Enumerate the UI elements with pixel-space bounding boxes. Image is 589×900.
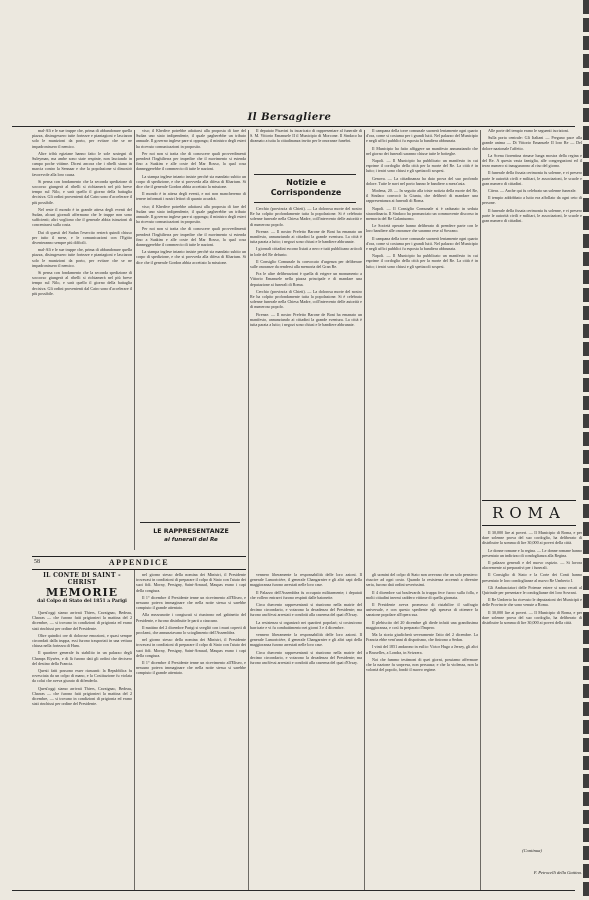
paragraph: La Scena fiorentina rimase lunga mostra della regina e del Re. A questa vasta famiglia, alle congregazioni ed il terzo numero si inaugurarono al riso del giorno. xyxy=(482,152,582,169)
paragraph: Per noi non si tratta che di conoscere quali provvedimenti prenderà l'Inghilterra per impedire che il movimento si estenda fino a Suakim e alle coste del Mar Rosso, la qual cosa danneggerebbe il commercio di tutte le nazioni. xyxy=(136,150,246,172)
paragraph: viso; il Khedive potrebbe adattarsi alla proposta di fare del Sudan uno stato indipendente, il quale pagherebbe un tributo annuale. Il governo inglese pare si opponga; il ministro degli esteri ha ricevuto comunicazioni in proposito. xyxy=(136,203,246,225)
paragraph: Il 4 dicembre sui boulevards la truppa fece fuoco sulla folla, e molti cittadini inermi caddero vittime di quella giornata. xyxy=(366,589,478,600)
masthead-rule xyxy=(12,126,575,127)
feuilleton-title-line2: MEMORIE xyxy=(46,586,118,599)
paragraph: Circa duecento rappresentanti si riunirono nella mairie del decimo circondario, e votarono la decadenza del Presidente; ma furono anch'essi arrestati e condotti alla caserma del quai d'Orsay. xyxy=(250,649,362,666)
rappresentanze-title: LE RAPPRESENTANZE xyxy=(153,528,229,535)
paragraph: Nel reste il mondo è in grande attesa degli eventi del Sudan, alcuni giornali affermano che le truppe non sono sufficienti; altri vogliono che il generale abbia istruzioni di concentrarsi sulla costa. xyxy=(32,206,132,228)
paragraph: La stampa inglese intanto insiste perchè sia mandato subito un corpo di spedizione, e che si provveda alla difesa di Khartum. Si dice che il generale Gordon abbia accettato la missione. xyxy=(136,249,246,265)
paragraph: Quest'oggi siamo arrivati Thiers, Cavaignac, Bedeau, Charras — che furono fatti prigionieri la mattina del 2 dicembre, — si trovano in condizioni di prigionia ed erano stati rinchiusi per ordine del Presidente. xyxy=(32,685,132,707)
paragraph: Il 1° dicembre il Presidente tenne un ricevimento all'Eliseo, e nessuno poteva immaginare che nella notte stessa si sarebbe compiuto il grande attentato. xyxy=(136,660,246,676)
paragraph: Sulla porta centrale: Gli Italiani — Pregano pace alla grande anima — Di Vittorio Emanuele II loro Re — Del dolore nazionale l'affetto. xyxy=(482,135,582,151)
paragraph: mal-Alì e le sue truppe che, prima di abbandonare quella piazza, distrugessero tutte fortezze e piantagioni e lasciaron solo le munizioni da porto, per evitare che se ne impadronissero il nemico. xyxy=(32,247,132,268)
paragraph: Il mondo è in attesa degli eventi, e noi non mancheremo di tenere informati i nostri lettori di quanto accadrà. xyxy=(136,191,246,202)
paragraph: Il palazzo generali e del nuovo ospizio. — Si lavora alacremente ai preparativi per i funerali. xyxy=(482,560,582,571)
paragraph: Noi che fummo testimoni di quei giorni, possiamo affermare che la nazione fu sorpresa, non persuasa; e che la violenza, non la volontà del popolo, fondò il nuovo regime. xyxy=(366,656,478,673)
paragraph: Il Presidente aveva promesso di ristabilire il suffragio universale, e con questo spediente egli sperava di ottenere la sanzione popolare all'opera sua. xyxy=(366,602,478,618)
paragraph: nel giorno stesso della nomina dei Ministri, il Presidente trovavasi in condizioni di preparare il colpo di Stato con l'aiuto dei suoi fidi. Morny, Persigny, Saint-Arnaud, Maupas erano i capi della congiura. xyxy=(136,572,246,593)
feuilleton-column-1 xyxy=(32,610,132,888)
roma-heading: ROMA xyxy=(482,500,576,526)
feuilleton-title-line1: IL CONTE DI SAINT - CHRIST xyxy=(43,572,121,586)
appendice-bar xyxy=(32,556,246,570)
article-column-5 xyxy=(482,128,582,494)
paragraph: Il Consiglio Comunale fu convocato d'urgenza per deliberare sulle onoranze da rendersi alla memoria del Gran Re. xyxy=(250,258,362,270)
column-divider xyxy=(248,130,249,890)
paragraph: Il 30,000 lire ai poveri. — Il Municipio di Roma, e per dare solenne prova del suo cordoglio, ha deliberato di distribuire la somma di lire 30,000 ai poveri della città. xyxy=(482,609,582,626)
masthead-title: Il Bersagliere xyxy=(247,112,332,123)
paragraph: Il Palazzo dell'Assemblea fu occupato militarmente; i deputati che vollero entrarvi furono respinti dalle baionette. xyxy=(250,589,362,600)
paragraph: Ma la storia giudicherà severamente l'atto del 2 dicembre. La Francia ebbe vent'anni di dispotismo, che finirono a Sedan. xyxy=(366,632,478,643)
continua-note: (Continua) xyxy=(522,848,542,853)
paragraph: mal-Alì e le sue truppe che, prima di abbandonare quella piazza, distrugessero tutte fortezze e piantagioni e lasciaron solo le munizioni da porto, per evitare che se ne impadronissero il nemico. xyxy=(32,128,132,149)
page-edge-strip xyxy=(583,0,589,900)
feuilleton-column-2 xyxy=(136,572,246,888)
paragraph: viso; il Khedive potrebbe adattarsi alla proposta di fare del Sudan uno stato indipendente, il quale pagherebbe un tributo annuale. Il governo inglese pare si opponga; il ministro degli esteri ha ricevuto comunicazioni in proposito. xyxy=(136,128,246,149)
article-column-2 xyxy=(136,128,246,518)
paragraph: Citera. — Anche qui fu celebrato un solenne funerale. xyxy=(488,188,577,194)
section-rule xyxy=(254,202,356,203)
paragraph: Oltre quindici ore di dolorose emozioni, e quasi sempre circondati dalla truppa, essi furono trasportati in una vettura chiusa nella fortezza di Ham. xyxy=(32,632,132,649)
paragraph: Il funerale della fissata cerimonia fu solenne, e vi presero parte le autorità civili e militari, le associazioni, le scuole e gran numero di cittadini. xyxy=(482,207,582,224)
paragraph: Gli Ambasciatori delle Potenze estere si sono recati al Quirinale per presentare le condoglianze dei loro Sovrani. xyxy=(482,584,582,596)
column-divider xyxy=(364,130,365,890)
paragraph: Per noi non si tratta che di conoscere quali provvedimenti prenderà l'Inghilterra per impedire che il movimento si estenda fino a Suakim e alle coste del Mar Rosso, la qual cosa danneggerebbe il commercio di tutte le nazioni. xyxy=(136,226,246,248)
paragraph: Il plebiscito del 20 dicembre gli diede infatti una grandissima maggioranza, e così fu preparato l'Impero. xyxy=(366,619,478,630)
paragraph: Alle porte del tempio erano le seguenti iscrizioni. xyxy=(488,128,569,133)
paragraph: Si pensa con fondamento che la seconda spedizione di soccorso giungerà al ribelli si richiamerà nel più breve tempo sul Nilo, e sarà quello il giorno della battaglia decisiva. Gli ordini provenienti dal Cairo sono d'accelerare il più possibile. xyxy=(32,270,132,296)
paragraph: vennero liberamente la responsabilità delle loro azioni. Il generale Lamoricière, il generale Changarnier e gli altri capi della maggioranza furono arrestati nelle loro case. xyxy=(250,632,362,648)
paragraph: Il tempio addobbato a lutto era affollato da ogni ceto di persone. xyxy=(482,195,582,206)
section-rule xyxy=(140,522,240,523)
paragraph: Il Re Umberto ha ricevuto le deputazioni dei Municipii e delle Provincie che sono venute a Roma. xyxy=(482,597,582,608)
paragraph: Napoli. — Il Municipio ha pubblicato un manifesto in cui esprime il cordoglio della città per la morte del Re. La città è in lutto; i teatri sono chiusi e gli spettacoli sospesi. xyxy=(366,253,478,269)
paragraph: Altre tribù egiziane hanno fatto le sole sostegni di Suleyman, ma ambe sono state respinte, non lasciando in campo poche vittime. Dicesi ancora che i ribelli siano in marcia contro la Sennaar e che la popolazione si dimostrò favorevole alla loro causa. xyxy=(32,150,132,177)
paragraph: Firenze. — Il nostro Prefetto Barone de Boni ha emanato un manifesto, annunziando ai cittadini la grande sventura. La città è tutta parata a lutto; i negozi sono chiusi e le bandiere abbrunate. xyxy=(250,228,362,245)
article-column-3 xyxy=(250,206,362,552)
article-column-3-top xyxy=(250,128,362,172)
paragraph: Alla mezzanotte i congiurati si riunirono nel gabinetto del Presidente, e furono distribuite le parti a ciascuno. xyxy=(136,612,246,623)
feuilleton-title xyxy=(32,572,132,604)
paragraph: Firenze. — Il nostro Prefetto Barone de Boni ha emanato un manifesto, annunziando ai cittadini la grande sventura. La città è tutta parata a lutto; i negozi sono chiusi e le bandiere abbrunate. xyxy=(250,311,362,328)
paragraph: Il campana della torre comunale suonerà lentamente ogni quarto d'ora, come si costuma per i grandi lutti. Nel palazzo del Municipio e negli uffici pubblici fu esposta la bandiera abbrunata. xyxy=(366,128,478,144)
paragraph: I giornali cittadini escono listati a nero e tutti pubblicano articoli in lode del Re defunto. xyxy=(250,246,362,257)
rappresentanze-heading xyxy=(136,528,246,544)
paragraph: Il 30,000 lire ai poveri. — Il Municipio di Roma, e per dare solenne prova del suo cordoglio, ha deliberato di distribuire la somma di lire 30,000 ai poveri della città. xyxy=(482,530,582,546)
paragraph: nel giorno stesso della nomina dei Ministri, il Presidente trovavasi in condizioni di preparare il colpo di Stato con l'aiuto dei suoi fidi. Morny, Persigny, Saint-Arnaud, Maupas erano i capi della congiura. xyxy=(136,637,246,658)
paragraph: Dai di questi del Sudan l'esercito resterà quindi chiuso per tutto il mese, e le comunicazioni con l'Egitto diventeranno sempre più difficili. xyxy=(32,229,132,246)
paragraph: Il Consiglio di Stato e la Corte dei Conti hanno presentato le loro condoglianze al nuovo Re Umberto I. xyxy=(482,572,582,583)
paragraph: Le donne romane e la regina. — Le donne romane hanno presentato un indirizzo di condoglianza alla Regina. xyxy=(482,547,582,558)
paragraph: Questi fatti possono esser riassunti: la Repubblica fu rovesciata da un colpo di mano, e la Costituzione fu violata da colui che aveva giurato di difenderla. xyxy=(32,668,132,684)
paragraph: Cerchio (provincia di Chieti). — La dolorosa morte del nostro Re ha colpito profondamente tutta la popolazione. Si è celebrato solenne funerale nella Chiesa Madre, coll'intervento delle autorità e di numeroso popolo. xyxy=(250,206,362,227)
article-column-1 xyxy=(32,128,132,458)
paragraph: Il funerale della fissata cerimonia fu solenne, e vi presero parte le autorità civili e militari, le associazioni, le scuole e gran numero di cittadini. xyxy=(482,170,582,186)
notizie-heading: Notizie e Corrispondenze xyxy=(270,178,342,197)
paragraph: Napoli. — Il Consiglio Comunale si è radunato in seduta straordinaria. Il Sindaco ha pronunciato un commovente discorso in memoria del Re Galantuomo. xyxy=(366,205,478,222)
bottom-rule xyxy=(12,890,575,891)
paragraph: I vinti del 1851 andarono in esilio: Victor Hugo a Jersey, gli altri a Bruxelles, a Londra, in Svizzera. xyxy=(366,644,478,655)
paragraph: Quest'oggi siamo arrivati Thiers, Cavaignac, Bedeau, Charras — che furono fatti prigionieri la mattina del 2 dicembre, — si trovano in condizioni di prigionia ed erano stati rinchiusi per ordine del Presidente. xyxy=(32,610,132,631)
paragraph: La stampa inglese intanto insiste perchè sia mandato subito un corpo di spedizione, e che si provveda alla difesa di Khartum. Si dice che il generale Gordon abbia accettato la missione. xyxy=(136,173,246,190)
paragraph: vennero liberamente la responsabilità delle loro azioni. Il generale Lamoricière, il generale Changarnier e gli altri capi della maggioranza furono arrestati nelle loro case. xyxy=(250,572,362,588)
column-divider xyxy=(134,130,135,550)
paragraph: Il deputato Pisavini fu incaricato di rappresentare al funerale di S. M. Vittorio Emanuele II il Municipio di Morcone. Il Sindaco ha diramato a tutta la cittadinanza invito per le onoranze funebri. xyxy=(250,128,362,144)
section-rule xyxy=(254,174,356,175)
feuilleton-column-3 xyxy=(250,572,362,888)
paragraph: Circa duecento rappresentanti si riunirono nella mairie del decimo circondario, e votarono la decadenza del Presidente; ma furono anch'essi arrestati e condotti alla caserma del quai d'Orsay. xyxy=(250,602,362,618)
paragraph: La resistenza si organizzò nei quartieri popolari; si costruirono barricate e vi fu combattimento nei giorni 3 e 4 dicembre. xyxy=(250,619,362,630)
feuilleton-column-4 xyxy=(366,572,478,888)
paragraph: Napoli. — Il Municipio ha pubblicato un manifesto in cui esprime il cordoglio della città per la morte del Re. La città è in lutto; i teatri sono chiusi e gli spettacoli sospesi. xyxy=(366,158,478,174)
column-divider xyxy=(134,570,135,890)
paragraph: Il 1° dicembre il Presidente tenne un ricevimento all'Eliseo, e nessuno poteva immaginare che nella notte stessa si sarebbe compiuto il grande attentato. xyxy=(136,594,246,611)
paragraph: Si pensa con fondamento che la seconda spedizione di soccorso giungerà al ribelli si richiamerà nel più breve tempo sul Nilo, e sarà quello il giorno della battaglia decisiva. Gli ordini provenienti dal Cairo sono d'accelerare il più possibile. xyxy=(32,178,132,205)
paragraph: Modena, 20. — In seguito alla triste notizia della morte del Re, il Sindaco convocò la Giunta, che deliberò di mandare una rappresentanza ai funerali di Roma. xyxy=(366,188,478,204)
paragraph: Fra le altre deliberazioni è quella di erigere un monumento a Vittorio Emanuele nella piazza principale e di mandare una deputazione ai funerali di Roma. xyxy=(250,271,362,287)
paragraph: Il quartiere generale fu stabilito in un palazzo degli Champs Elysées, e di là furono dati gli ordini che decisero del destino della Francia. xyxy=(32,650,132,666)
appendice-label: APPENDICE xyxy=(108,558,170,567)
paragraph: Il Municipio ha fatto affiggere un manifesto annunziando che nel giorno dei funerali saranno chiuse tutte le botteghe. xyxy=(366,145,478,156)
paragraph: Le Società operaie hanno deliberato di prendere parte con le loro bandiere alle onoranze che saranno rese al Sovrano. xyxy=(366,223,478,234)
paragraph: Cerchio (provincia di Chieti). — La dolorosa morte del nostro Re ha colpito profondamente tutta la popolazione. Si è celebrato solenne funerale nella Chiesa Madre, coll'intervento delle autorità e di numeroso popolo. xyxy=(250,288,362,310)
appendice-number: 58 xyxy=(34,559,40,565)
paragraph: Il campana della torre comunale suonerà lentamente ogni quarto d'ora, come si costuma per i grandi lutti. Nel palazzo del Municipio e negli uffici pubblici fu esposta la bandiera abbrunata. xyxy=(366,235,478,252)
roma-column xyxy=(482,530,582,844)
paragraph: Il mattino del 2 dicembre Parigi si svegliò con i muri coperti di proclami, che annunziavano lo scioglimento dell'Assemblea. xyxy=(136,624,246,636)
column-divider xyxy=(480,130,481,890)
paragraph: Genova. — La cittadinanza ha dato prova del suo profondo dolore. Tutte le navi nel porto hanno le bandiere a mezz'asta. xyxy=(366,175,478,186)
paragraph: gli uomini del colpo di Stato non avevano che un solo pensiero: riuscire ad ogni costo. Quando la resistenza accennò a divenire seria, furono dati ordini severissimi. xyxy=(366,572,478,588)
feuilleton-title-line3: dal Colpo di Stato del 1851 a Parigi xyxy=(37,599,127,604)
rappresentanze-subtitle: ai funerali del Re xyxy=(164,537,218,543)
article-column-4 xyxy=(366,128,478,552)
author-signature: F. Petrocelli della Gattina. xyxy=(533,870,582,875)
